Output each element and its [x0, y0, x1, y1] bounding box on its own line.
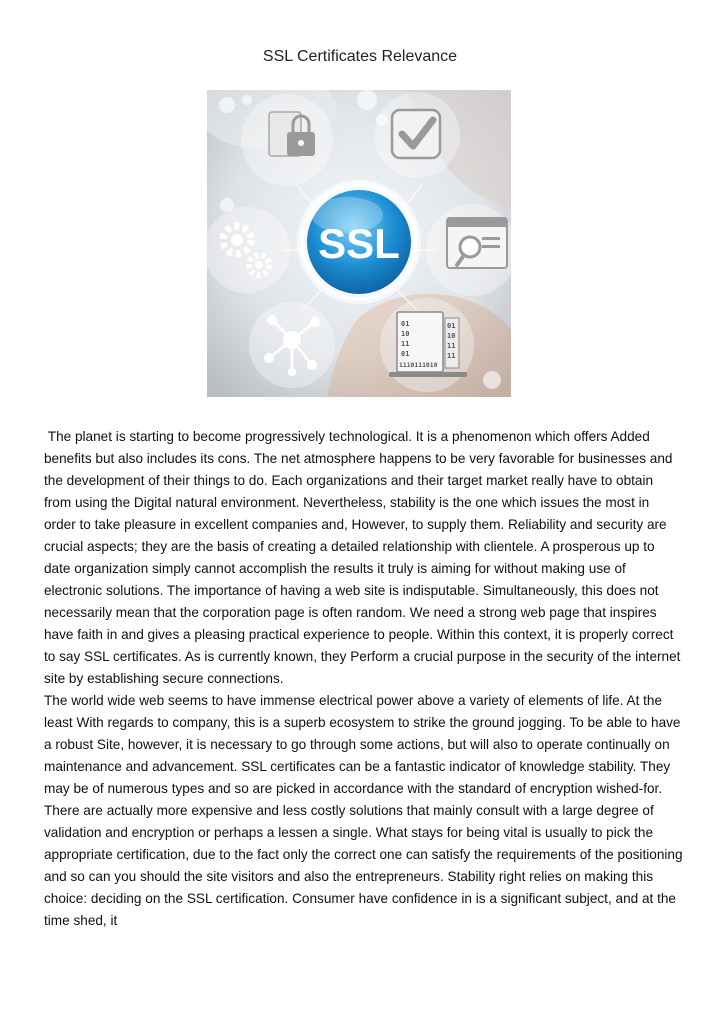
ssl-illustration [207, 90, 511, 397]
ssl-label: SSL [318, 220, 400, 267]
binary-right-1: 01 [447, 322, 456, 330]
ssl-badge [297, 180, 421, 304]
checkmark-icon [375, 93, 459, 177]
laptop-code-icon [381, 299, 473, 391]
binary-line-2: 10 [401, 330, 410, 338]
binary-right-2: 10 [447, 332, 456, 340]
binary-right-3: 11 [447, 342, 456, 350]
article-body [44, 426, 687, 932]
paragraph-2: The world wide web seems to have immense electrical power above a variety of elements of life. At the least With regards to company, this is a superb ecosystem to strike the ground jogging. To be able to have a robust Site, however, it is necessary to go through some actions, but will also to operate continually on maintenance and advancement. SSL certificates can be a fantastic indicator of knowledge stability. They may be of numerous types and so are picked in accordance with the standard of encryption wished-for. There are actually more expensive and less costly solutions that mainly consult with a large degree of validation and encryption or perhaps a lessen a single. What stays for being vital is usually to pick the appropriate certification, due to the fact only the correct one can satisfy the requirements of the positioning and so can you should the site visitors and also the entrepreneurs. Stability right relies on making this choice: deciding on the SSL certification. Consumer have confidence in is a significant subject, and at the time shed, it [44, 693, 687, 928]
gear-icon [207, 208, 289, 292]
lock-icon [242, 95, 332, 185]
binary-line-4: 01 [401, 350, 410, 358]
page-title: SSL Certificates Relevance [262, 48, 458, 65]
paragraph-1: The planet is starting to become progressively technological. It is a phenomenon which offers Added benefits but also includes its cons. The net atmosphere happens to be very favorable for businesses and the development of their things to do. Each organizations and their target market really have to obtain from using the Digital natural environment. Nevertheless, stability is the one which issues the most in order to take pleasure in excellent companies and, However, to supply them. Reliability and security are crucial aspects; they are the basis of creating a detailed relationship with clientele. A prosperous up to date organization simply cannot accomplish the results it truly is aiming for without making use of electronic solutions. The importance of having a web site is indisputable. Simultaneously, this does not necessarily mean that the corporation page is often random. We need a strong web page that inspires have faith in and gives a pleasing practical experience to people. Within this context, it is properly correct to say SSL certificates. As is currently known, they Perform a crucial purpose in the security of the internet site by establishing secure connections. [44, 429, 685, 686]
browser-search-icon [427, 205, 511, 295]
network-icon [250, 303, 334, 387]
hero-image [207, 90, 511, 397]
binary-right-4: 11 [447, 352, 456, 360]
binary-line-3: 11 [401, 340, 410, 348]
binary-line-5: 1110111010 [399, 361, 438, 369]
binary-line-1: 01 [401, 320, 410, 328]
